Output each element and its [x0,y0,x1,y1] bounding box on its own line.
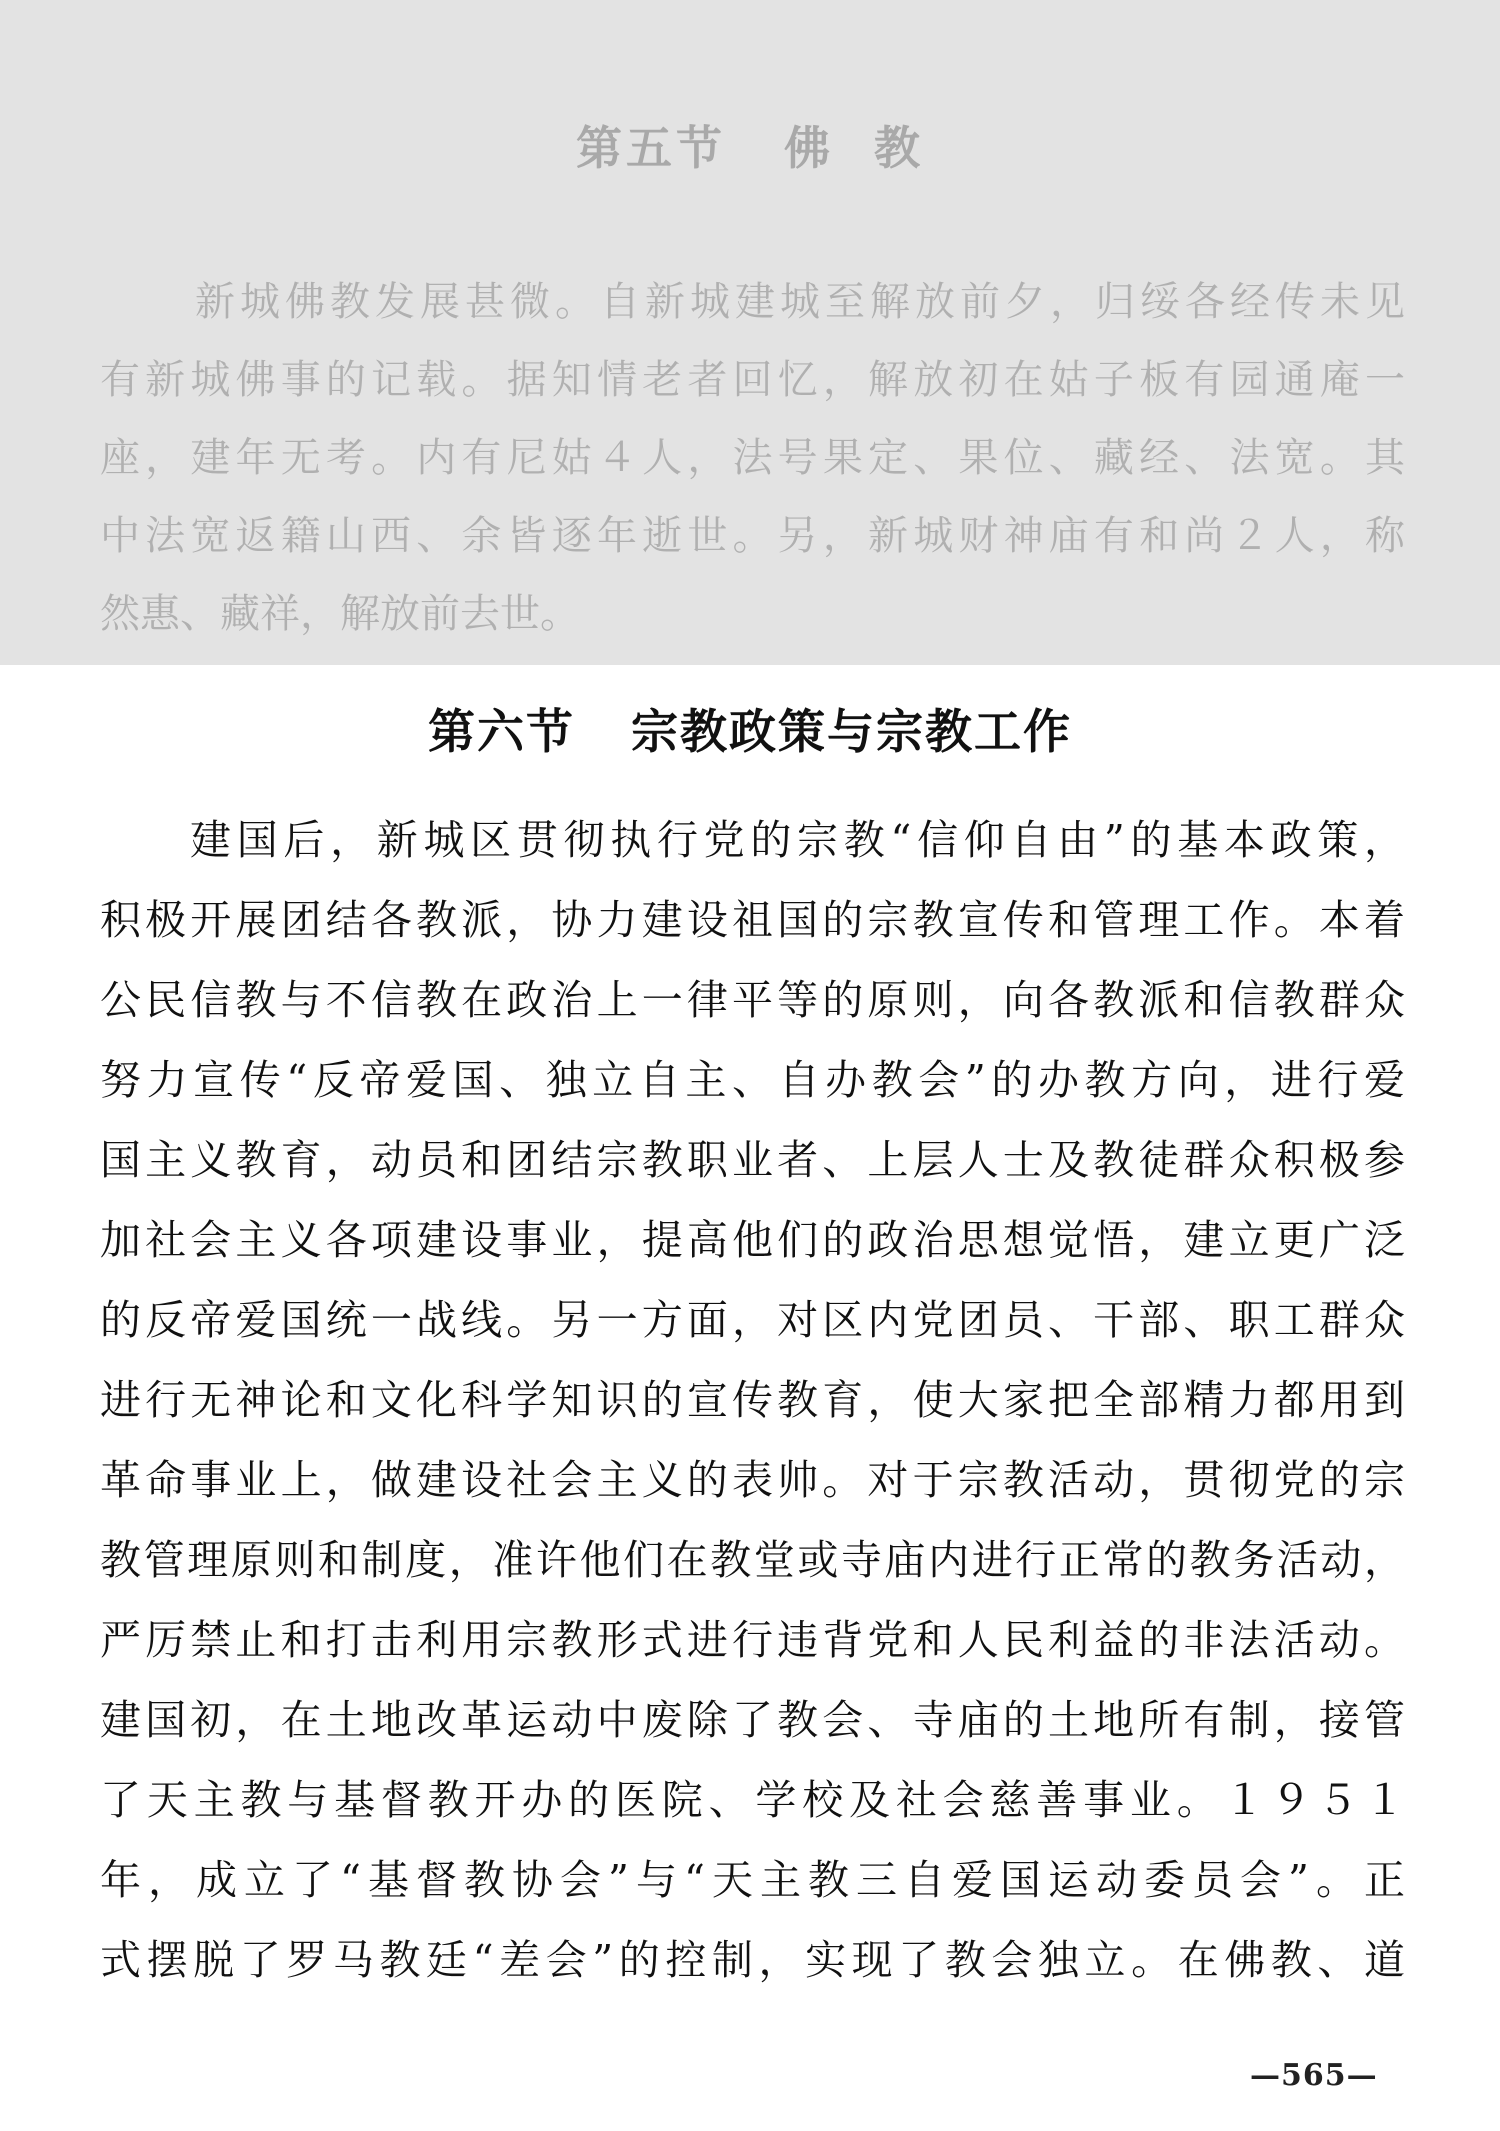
section6-line: 加社会主义各项建设事业，提高他们的政治思想觉悟，建立更广泛 [100,1216,1405,1264]
page-number: —565— [1250,2058,1378,2093]
section5-title-word2: 教 [874,121,924,175]
section6-line: 式摆脱了罗马教廷“差会”的控制，实现了教会独立。在佛教、道 [100,1936,1405,1984]
section6-line: 建国后，新城区贯彻执行党的宗教“信仰自由”的基本政策， [190,816,1405,864]
section6-line: 进行无神论和文化科学知识的宣传教育，使大家把全部精力都用到 [100,1376,1405,1424]
section5-line: 中法宽返籍山西、余皆逐年逝世。另，新城财神庙有和尚２人，称 [100,513,1405,559]
section6-line: 年，成立了“基督教协会”与“天主教三自爱国运动委员会”。正 [100,1856,1405,1904]
section5-title [0,112,1500,178]
section5-paragraph [100,263,1405,653]
section6-line: 积极开展团结各教派，协力建设祖国的宗教宣传和管理工作。本着 [100,896,1405,944]
section5-title-word1: 佛 [784,121,834,175]
section6-line: 努力宣传“反帝爱国、独立自主、自办教会”的办教方向，进行爱 [100,1056,1405,1104]
section6-line: 公民信教与不信教在政治上一律平等的原则，向各教派和信教群众 [100,976,1405,1024]
section5-line: 座，建年无考。内有尼姑４人，法号果定、果位、藏经、法宽。其 [100,435,1405,481]
section6-line: 了天主教与基督教开办的医院、学校及社会慈善事业。１９５１ [100,1776,1405,1824]
section5-line: 新城佛教发展甚微。自新城建城至解放前夕，归绥各经传未见 [195,279,1405,325]
section5-title-number: 第五节 [576,121,726,175]
section6-title-text: 宗教政策与宗教工作 [631,705,1072,760]
section6-line: 严厉禁止和打击利用宗教形式进行违背党和人民利益的非法活动。 [100,1616,1405,1664]
section6-line: 的反帝爱国统一战线。另一方面，对区内党团员、干部、职工群众 [100,1296,1405,1344]
section6-line: 革命事业上，做建设社会主义的表帅。对于宗教活动，贯彻党的宗 [100,1456,1405,1504]
section6-title-number: 第六节 [428,705,575,760]
section6-title [0,695,1500,762]
section5-line: 然惠、藏祥，解放前去世。 [100,591,580,637]
section6-paragraph [100,800,1405,2000]
section6-line: 建国初，在土地改革运动中废除了教会、寺庙的土地所有制，接管 [100,1696,1405,1744]
section5-line: 有新城佛事的记载。据知情老者回忆，解放初在姑子板有园通庵一 [100,357,1405,403]
section6-line: 教管理原则和制度，准许他们在教堂或寺庙内进行正常的教务活动， [100,1536,1405,1584]
section6-line: 国主义教育，动员和团结宗教职业者、上层人士及教徒群众积极参 [100,1136,1405,1184]
